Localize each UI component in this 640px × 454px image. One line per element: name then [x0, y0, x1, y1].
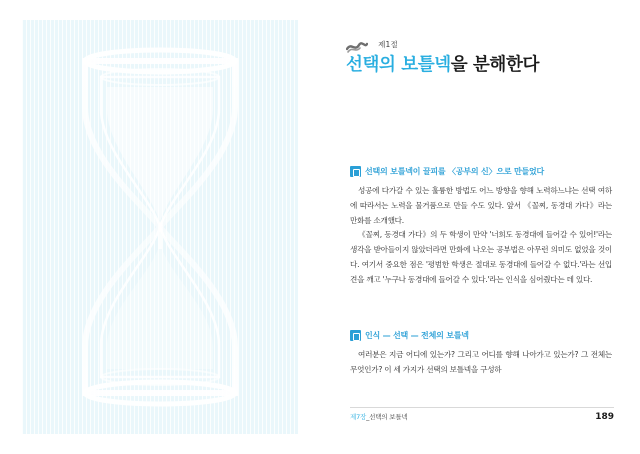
right-page [320, 0, 640, 454]
running-head-rest: _선택의 보틀넥 [366, 413, 408, 421]
brush-stroke-icon [346, 38, 368, 51]
section-two-header [350, 330, 612, 341]
page-footer [350, 407, 614, 426]
running-head [350, 412, 407, 421]
section-one-body [350, 184, 612, 288]
book-badge-icon [350, 166, 361, 177]
section-two-body [350, 348, 612, 378]
section-one [350, 166, 612, 288]
hourglass-shape [55, 47, 265, 407]
chapter-number: 제1절 [378, 40, 398, 49]
paragraph: 여러분은 지금 어디에 있는가? 그리고 어디를 향해 나아가고 있는가? 그 전체는 무엇인가? 이 세 가지가 선택의 보틀넥을 구성하 [350, 350, 612, 374]
section-one-title: 선택의 보틀넥이 끌피를 〈공부의 신〉으로 만들었다 [365, 167, 545, 176]
page-number: 189 [595, 412, 614, 422]
section-two-title: 인식 — 선택 — 전체의 보틀넥 [365, 331, 469, 340]
page-title [346, 55, 614, 77]
paragraph: 《꼴찌, 동경대 가다》의 두 학생이 만약 '너희도 동경대에 들어갈 수 있어!'라는 생각을 받아들이지 않았더라면 만화에 나오는 공부법은 아무런 의미도 없었을 것이다. 여기서 중요한 점은 '평범한 학생은 절대로 동경대에 들어갈 수 없다.'라는 선입견을 깨고 '누구나 동경대에 들어갈 수 있다.'라는 인식을 심어줬다는 데 있다. [350, 230, 612, 284]
chapter-title-highlight: 선택의 보틀넥 [346, 55, 451, 75]
paragraph: 성공에 다가갈 수 있는 훌륭한 방법도 어느 방향을 향해 노력하느냐는 선택 여하에 따라서는 노력을 물거품으로 만들 수도 있다. 앞서 《꼴찌, 동경대 가다》라는 만화를 소개했다. [350, 186, 612, 225]
hourglass-illustration [22, 20, 298, 434]
chapter-title-rest: 을 분해한다 [450, 55, 539, 75]
book-badge-icon [350, 330, 361, 341]
section-two [350, 330, 612, 378]
running-head-accent: 제7장 [350, 413, 367, 421]
section-one-header [350, 166, 612, 177]
chapter-header [346, 34, 614, 77]
